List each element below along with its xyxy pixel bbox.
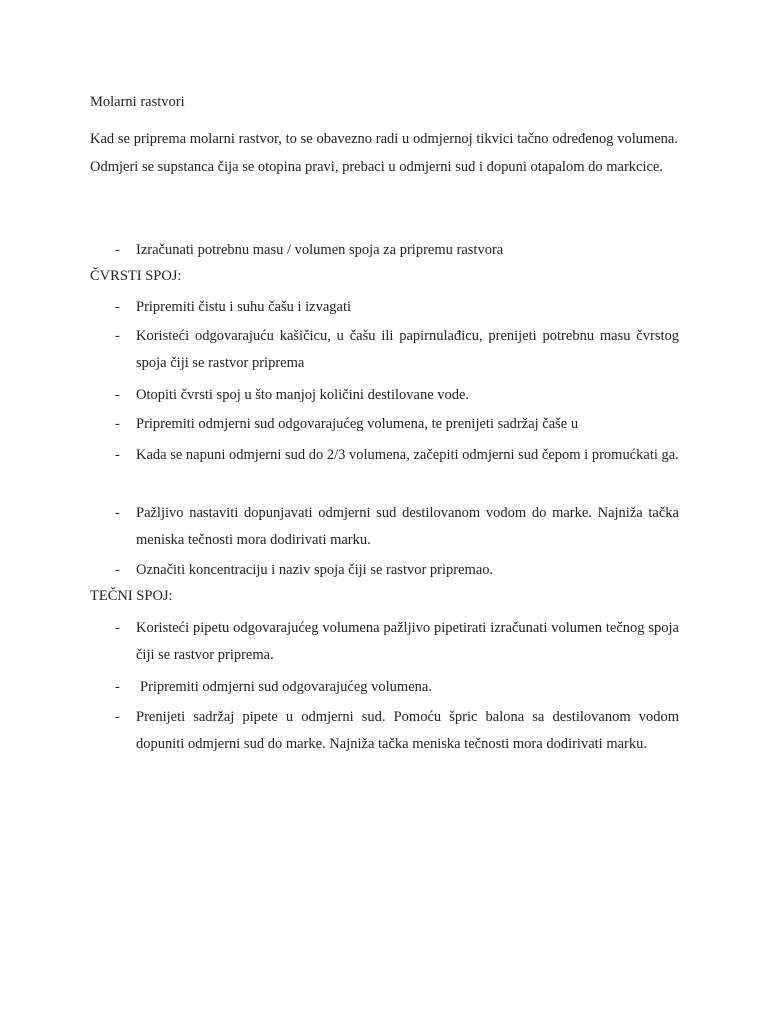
list-item xyxy=(115,442,679,469)
dash-bullet: - xyxy=(115,447,120,463)
list-item-text: Pripremiti odmjerni sud odgovarajućeg volumena, te prenijeti sadržaj čaše u xyxy=(136,416,579,432)
list-item-text: Kada se napuni odmjerni sud do 2/3 volumena, začepiti odmjerni sud čepom i promućkati ga. xyxy=(136,447,679,463)
list-item xyxy=(115,500,679,554)
dash-bullet: - xyxy=(115,562,120,578)
section-heading-solid: ČVRSTI SPOJ: xyxy=(90,268,182,284)
list-item-text: Označiti koncentraciju i naziv spoja čiji se rastvor pripremao. xyxy=(136,562,494,578)
list-item xyxy=(115,411,679,438)
list-item-text: Pažljivo nastaviti dopunjavati odmjerni sud destilovanom vodom do marke. Najniža tačka meniska tečnosti mora dodirivati marku. xyxy=(136,505,679,548)
list-item xyxy=(115,382,679,409)
list-item xyxy=(115,294,679,321)
list-item-text: Izračunati potrebnu masu / volumen spoja za pripremu rastvora xyxy=(136,242,504,258)
dash-bullet: - xyxy=(115,679,120,695)
dash-bullet: - xyxy=(115,620,120,636)
list-item xyxy=(115,615,679,669)
list-item xyxy=(115,704,679,758)
list-item-text: Prenijeti sadržaj pipete u odmjerni sud. Pomoću špric balona sa destilovanom vodom dopuniti odmjerni sud do marke. Najniža tačka meniska tečnosti mora dodirivati marku. xyxy=(136,709,679,752)
list-item-text: Koristeći odgovarajuću kašičicu, u čašu ili papirnulađicu, prenijeti potrebnu masu čvrstog spoja čiji se rastvor priprema xyxy=(136,328,679,371)
dash-bullet: - xyxy=(115,416,120,432)
list-item-text: Pripremiti čistu i suhu čašu i izvagati xyxy=(136,299,352,315)
dash-bullet: - xyxy=(115,242,120,258)
dash-bullet: - xyxy=(115,505,120,521)
list-item-text: Pripremiti odmjerni sud odgovarajućeg volumena. xyxy=(140,679,432,695)
list-item-text: Otopiti čvrsti spoj u što manjoj količini destilovane vode. xyxy=(136,387,470,403)
list-item xyxy=(115,557,679,584)
list-item-text: Koristeći pipetu odgovarajućeg volumena pažljivo pipetirati izračunati volumen tečnog spoja čiji se rastvor priprema. xyxy=(136,620,679,663)
dash-bullet: - xyxy=(115,709,120,725)
list-item xyxy=(115,674,679,701)
dash-bullet: - xyxy=(115,328,120,344)
list-item xyxy=(115,237,679,264)
dash-bullet: - xyxy=(115,387,120,403)
intro-paragraph: Kad se priprema molarni rastvor, to se obavezno radi u odmjernoj tikvici tačno određenog volumena. Odmjeri se supstanca čija se otopina pravi, prebaci u odmjerni sud i dopuni otapalom do markcice. xyxy=(90,131,678,175)
document-title: Molarni rastvori xyxy=(90,94,185,110)
dash-bullet: - xyxy=(115,299,120,315)
list-item xyxy=(115,323,679,377)
section-heading-liquid: TEČNI SPOJ: xyxy=(90,588,173,604)
